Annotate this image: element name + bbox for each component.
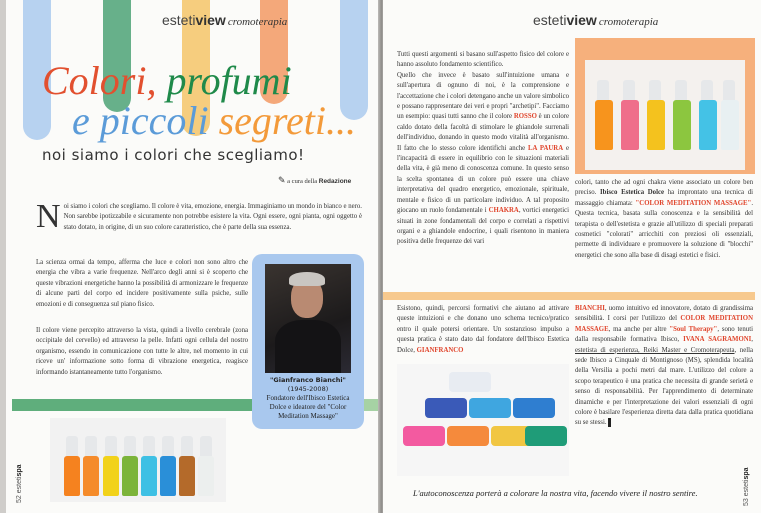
product-photo-jars xyxy=(397,364,569,476)
left-page xyxy=(0,0,380,513)
magazine-logo: estetiview cromoterapia xyxy=(533,12,659,28)
right-page xyxy=(383,0,761,513)
byline: ✎ a cura della Redazione xyxy=(278,175,352,185)
end-mark xyxy=(608,418,611,427)
column-1-text: Tutti questi argomenti si basano sull'aspetto fisico del colore e hanno assoluto fondamento scientifico. Quello che invece è basato sull'intuizione umana e sull'apertura di ognuno di noi, è la comprensione e l'accettazione che i colori detengano anche un valore simbolico e possano rappresentare dei veri e propri "archetipi". Facciamo un esempio: quasi tutti sanno che il colore ROSSO è un colore caldo dotato della facoltà di stimolare le ghiandole surrenali dell'individuo, donando in questo modo vitalità all'organismo. Il fatto che lo stesso colore identifichi anche LA PAURA e l'incapacità di essere in equilibrio con le situazioni materiali della vita, è già meno di conoscenza comune. In questo senso la scelta spontanea di un colore può essere una chiave interpretativa del quadro energetico, emozionale, spirituale, mentale e fisico di un particolare individuo. A tal proposito giocano un ruolo fondamentale i CHAKRA, vortici energetici situati in zone fondamentali del corpo e correlati a rispettivi organi e a ghiandole endocrine, i quali risentono in maniera positiva delle frequenze dei vari xyxy=(397,51,569,246)
drop-cap: N xyxy=(36,198,61,235)
product-photo-bottles xyxy=(50,418,226,502)
article-title-line2: e piccoli segreti... xyxy=(72,98,356,143)
magazine-logo: estetiview cromoterapia xyxy=(162,12,288,28)
article-subtitle: noi siamo i colori che scegliamo! xyxy=(42,146,305,164)
column-2-text: colori, tanto che ad ogni chakra viene associato un colore ben preciso. Ibisco Estetica Dolce ha improntato una tecnica di massaggio chiamata: "COLOR MEDITATION MASSAGE". Questa tecnica, basata sulla conoscenza e la sensibilità del terapista o dell'estetista e grazie all'utilizzo di speciali preparati cosmetici "colorati" arricchiti con preziosi oli essenziali, permette di individuare e promuovere la soluzione di "blocchi" energetici che sono alla base di disagi estetici e fisici. xyxy=(575,179,754,259)
page-folio: 52 estetispa xyxy=(16,464,23,503)
body-paragraph: Il colore viene percepito attraverso la vista, quindi a livello cerebrale (zona occipitale del cervello) ed attraverso la pelle. Infatti ogni cellula del nostro organismo, essendo in comunicazione con tutte le altre, nel momento in cui riceve un' informazione sotto forma di vibrazione energetica, reagisce informando istantaneamente tutto l'organismo. xyxy=(36,327,248,376)
portrait-card xyxy=(252,254,364,429)
pull-quote: L'autoconoscenza porterà a colorare la nostra vita, facendo vivere il nostro sentire. xyxy=(413,488,698,498)
article-title: Colori, profumi xyxy=(42,58,292,103)
page-folio: 53 estetispa xyxy=(743,467,750,506)
body-paragraph: La scienza ormai da tempo, afferma che luce e colori non sono altro che energia che vibra a varie frequenze. Nell'arco degli anni si è scoperto che queste vibrazioni energetiche hanno la possibilità di armonizzare le frequenze di alcune parti del corpo ed incidere positivamente sulla psiche, sulle emozioni e di conseguenza sul piano fisico. xyxy=(36,259,248,308)
decor-bar-orange xyxy=(383,292,755,300)
lower-column-1-text: Esistono, quindi, percorsi formativi che aiutano ad attivare queste intuizioni e che donano uno schema tecnico/pratico entro il quale potersi orientare. Un sostanzioso impulso a questa pratica è stato dato dal fondatore dell'Ibisco Estetica Dolce, GIANFRANCO xyxy=(397,305,569,354)
lower-column-2-text: BIANCHI, uomo intuitivo ed innovatore, dotato di grandissima sensibilità. I corsi per l'utilizzo del COLOR MEDITATION MASSAGE, ma anche per altre "Soul Therapy", sono tenuti dalla responsabile formativa Ibisco, IVANA SAGRAMONI, estetista di esperienza, Reiki Master e Cromoterapeuta, nella sede Ibisco a Cinquale di Montignoso (MS), splendida località della Versilia a pochi metri dal mare. L'utilizzo del colore a scopo terapeutico è una pratica che necessita di grande serietà e senso di responsabilità. Per l'apprendimento di determinate dinamiche e per l'interpretazione dei valori essenziali di ogni colore è basilare l'esperienza diretta data dalla pratica quotidiana su se stessi. xyxy=(575,305,753,427)
product-photo-dispensers xyxy=(575,38,755,174)
pencil-icon: ✎ xyxy=(278,175,286,185)
decor-bar-green xyxy=(12,399,252,411)
portrait-caption: "Gianfranco Bianchi" (1945-2008) Fondatore dell'Ibisco Estetica Dolce e ideatore del "Color Meditation Massage" xyxy=(266,376,350,420)
intro-paragraph: Noi siamo i colori che scegliamo. Il colore è vita, emozione, energia. Immaginiamo un mondo in bianco e nero. Non sarebbe ipotizzabile e sicuramente non potrebbe esistere la vita. Ogni essere, ogni pianta, ogni oggetto è stato dotato, in origine, di un suo colore caratteristico, che è parte della sua essenza. xyxy=(36,198,362,235)
portrait-photo xyxy=(265,264,351,373)
